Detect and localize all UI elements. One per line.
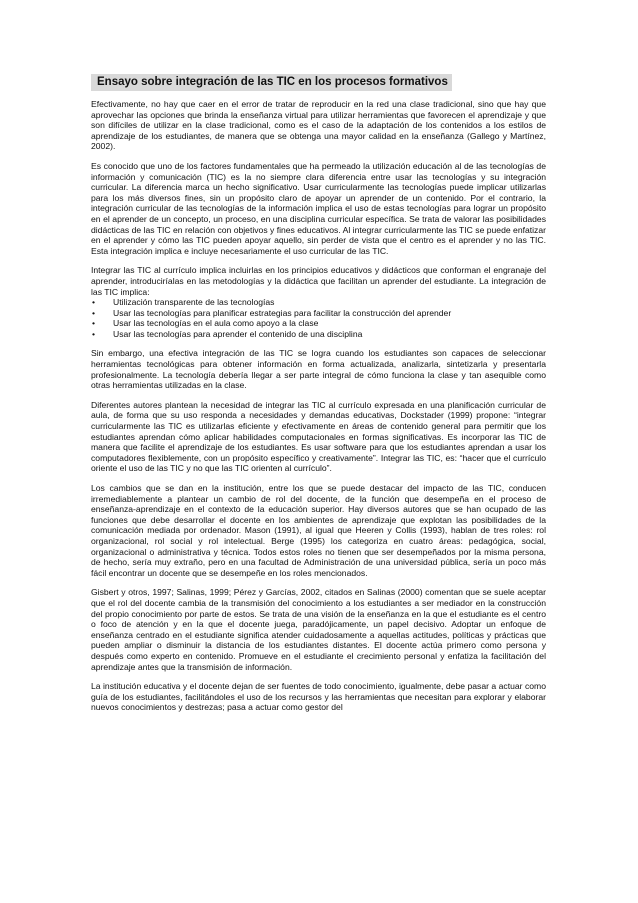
title-box (91, 74, 452, 91)
paragraph-1: Efectivamente, no hay que caer en el error de tratar de reproducir en la red una clase tradicional, sino que hay que aprovechar las opciones que brinda la enseñanza virtual para utilizar herramientas que favorecen el aprendizaje y que son difíciles de utilizar en la clase tradicional, como es el caso de la adaptación de los contenidos a los estilos de aprendizaje de los estudiantes, de manera que se obtenga una mayor calidad en la enseñanza (Gallego y Martínez, 2002). (91, 99, 546, 152)
list-item-text: Utilización transparente de las tecnologías (113, 297, 275, 308)
document-title: Ensayo sobre integración de las TIC en los procesos formativos (97, 76, 448, 88)
paragraph-6: Los cambios que se dan en la institución, entre los que se puede destacar del impacto de las TIC, conducen irremediablemente a plantear un cambio de rol del docente, de la función que desempeña en el proceso de enseñanza-aprendizaje en el contexto de la educación superior. Hay diversos autores que se han ocupado de las funciones que debe desarrollar el docente en los ambientes de aprendizaje que explotan las posibilidades de la comunicación mediada por ordenador. Mason (1991), al igual que Heeren y Collis (1993), hablan de tres roles: rol organizacional, rol social y rol intelectual. Berge (1995) los categoriza en cuatro áreas: pedagógica, social, organizacional o administrativa y técnica. Todos estos roles no tienen que ser desempeñados por la misma persona, de hecho, sería muy extraño, pero en una facultad de Administración de una universidad pública, sería un poco más fácil encontrar un docente que se desempeñe en los roles mencionados. (91, 483, 546, 578)
bullet-icon: • (92, 328, 96, 339)
paragraph-3: Integrar las TIC al currículo implica incluirlas en los principios educativos y didácticos que conforman el engranaje del aprender, introduciríalas en las metodologías y la didáctica que facilitan un aprender del estudiante. La integración de las TIC implica: (91, 265, 546, 297)
list-item-text: Usar las tecnologías en el aula como apoyo a la clase (113, 318, 319, 329)
paragraph-8: La institución educativa y el docente dejan de ser fuentes de todo conocimiento, igualmente, debe pasar a actuar como guía de los estudiantes, facilitándoles el uso de los recursos y las herramientas que necesitan para explorar y elaborar nuevos conocimientos y destrezas; pasa a actuar como gestor del (91, 681, 546, 713)
paragraph-5: Diferentes autores plantean la necesidad de integrar las TIC al currículo expresada en una planificación curricular de aula, de forma que su uso responda a necesidades y demandas educativas, Dockstader (1999) propone: “integrar curricularmente las TIC es utilizarlas eficiente y efectivamente en áreas de contenido general para permitir que los estudiantes aprendan cómo aplicar habilidades computacionales en formas significativas. Es incorporar las TIC de manera que facilite el aprendizaje de los estudiantes. Es usar software para que los estudiantes aprendan a usar los computadores flexiblemente, con un propósito específico y creativamente”. Integrar las TIC, es: “hacer que el currículo oriente el uso de las TIC y no que las TIC orienten al currículo”. (91, 399, 546, 474)
list-item-text: Usar las tecnologías para aprender el contenido de una disciplina (113, 328, 363, 339)
paragraph-2: Es conocido que uno de los factores fundamentales que ha permeado la utilización educación al de las tecnologías de información y comunicación (TIC) es la no siempre clara diferencia entre usar las tecnologías y su integración curricular. La diferencia marca un hecho significativo. Usar curricularmente las tecnologías puede implicar utilizarlas para los más diversos fines, sin un propósito claro de apoyar un aprender de un contenido. Por el contrario, la integración curricular de las tecnologías de la información implica el uso de estas tecnologías para lograr un propósito en el aprender de un concepto, un proceso, en una disciplina curricular específica. Se trata de valorar las posibilidades didácticas de las TIC en relación con objetivos y fines educativos. Al integrar curricularmente las TIC se puede enfatizar en el aprender y cómo las TIC pueden apoyar aquello, sin perder de vista que el centro es el aprender y no las TIC. Esta integración implica e incluye necesariamente el uso curricular de las TIC. (91, 160, 546, 256)
paragraph-7: Gisbert y otros, 1997; Salinas, 1999; Pérez y Garcías, 2002, citados en Salinas (2000) comentan que se suele aceptar que el rol del docente cambia de la transmisión del conocimiento a los estudiantes a ser mediador en la construcción del propio conocimiento por parte de estos. Se trata de una visión de la enseñanza en la que el estudiante es el centro o foco de atención y en la que el docente juega, paradójicamente, un papel decisivo. Adoptar un enfoque de enseñanza centrado en el estudiante significa atender cuidadosamente a aquellas actitudes, políticas y prácticas que pueden ampliar o disminuir la distancia de los estudiantes distantes. El docente actúa primero como persona y después como experto en contenido. Promueve en el estudiante el crecimiento personal y enfatiza la facilitación del aprendizaje antes que la transmisión de información. (91, 587, 546, 672)
bullet-icon: • (92, 307, 96, 318)
list-item (91, 308, 546, 319)
paragraph-4: Sin embargo, una efectiva integración de las TIC se logra cuando los estudiantes son capaces de seleccionar herramientas tecnológicas para obtener información en forma actualizada, analizarla, sintetizarla y presentarla profesionalmente. La tecnología debería llegar a ser parte integral de cómo funciona la clase y tan asequible como otras herramientas utilizadas en la clase. (91, 348, 546, 391)
list-item (91, 297, 546, 308)
bullet-icon: • (92, 297, 96, 308)
bullet-icon: • (92, 318, 96, 329)
list-item-text: Usar las tecnologías para planificar estrategias para facilitar la construcción del aprender (113, 307, 452, 318)
bullet-list (91, 297, 546, 339)
list-item (91, 318, 546, 329)
list-item (91, 329, 546, 340)
